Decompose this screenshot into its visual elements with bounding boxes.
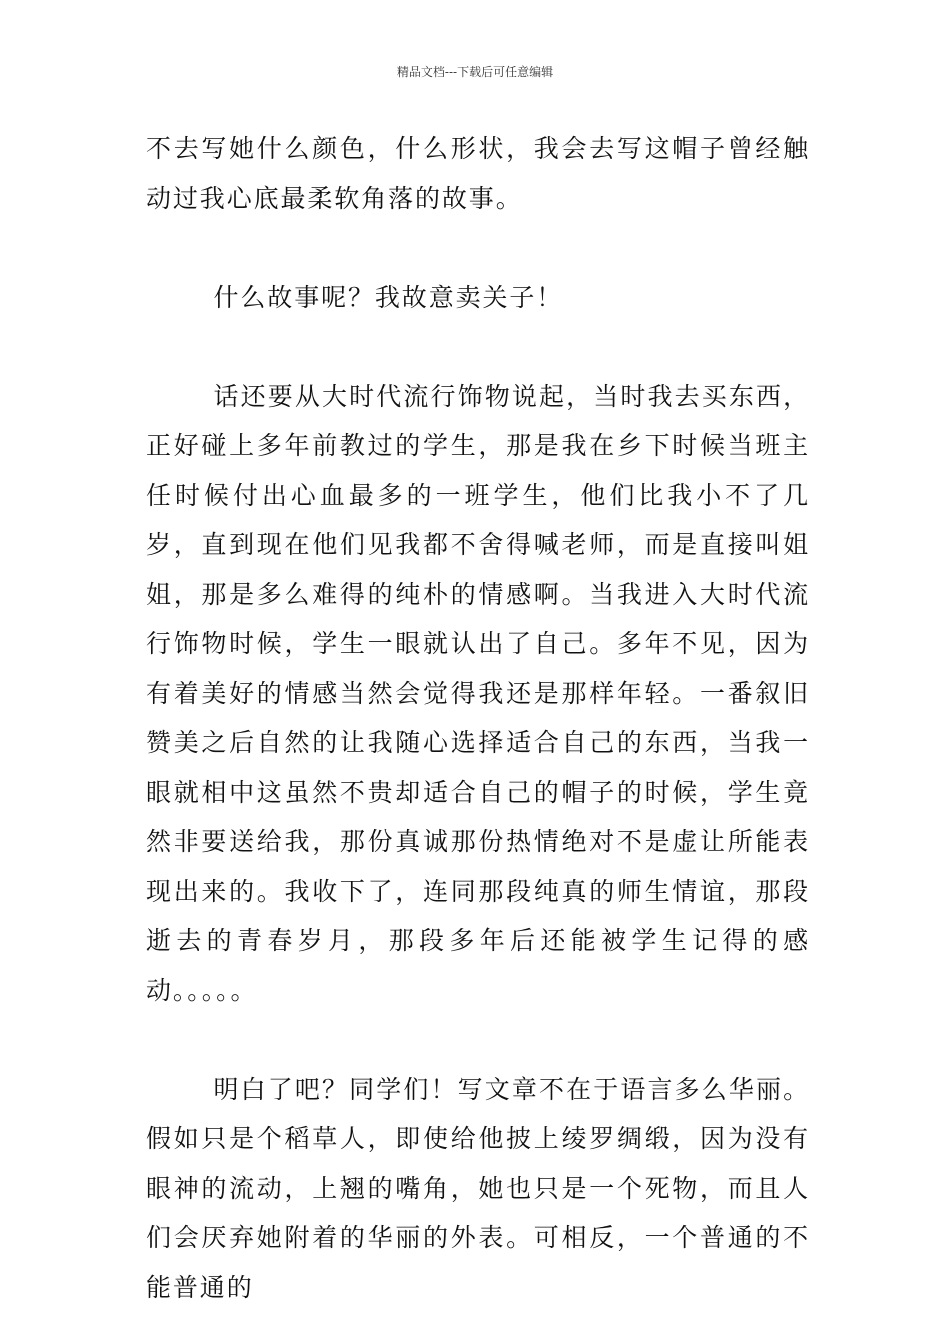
paragraph-4: 明白了吧？同学们！写文章不在于语言多么华丽。假如只是个稻草人，即使给他披上绫罗绸缎，因为没有眼神的流动，上翘的嘴角，她也只是一个死物，而且人们会厌弃她附着的华丽的外表。可相反，一个普通的不能普通的 xyxy=(146,1074,810,1302)
paragraph-2: 什么故事呢？我故意卖关子！ xyxy=(213,282,564,312)
paragraph-1: 不去写她什么颜色，什么形状，我会去写这帽子曾经触动过我心底最柔软角落的故事。 xyxy=(146,134,810,213)
page-header: 精品文档---下载后可任意编辑 xyxy=(396,65,554,79)
paragraph-3: 话还要从大时代流行饰物说起，当时我去买东西，正好碰上多年前教过的学生，那是我在乡下时候当班主任时候付出心血最多的一班学生，他们比我小不了几岁，直到现在他们见我都不舍得喊老师，而是直接叫姐姐，那是多么难得的纯朴的情感啊。当我进入大时代流行饰物时候，学生一眼就认出了自己。多年不见，因为有着美好的情感当然会觉得我还是那样年轻。一番叙旧赞美之后自然的让我随心选择适合自己的东西，当我一眼就相中这虽然不贵却适合自己的帽子的时候，学生竟然非要送给我，那份真诚那份热情绝对不是虚让所能表现出来的。我收下了，连同那段纯真的师生情谊，那段逝去的青春岁月，那段多年后还能被学生记得的感动。。。。。 xyxy=(146,381,810,1005)
document-body xyxy=(146,124,810,1312)
